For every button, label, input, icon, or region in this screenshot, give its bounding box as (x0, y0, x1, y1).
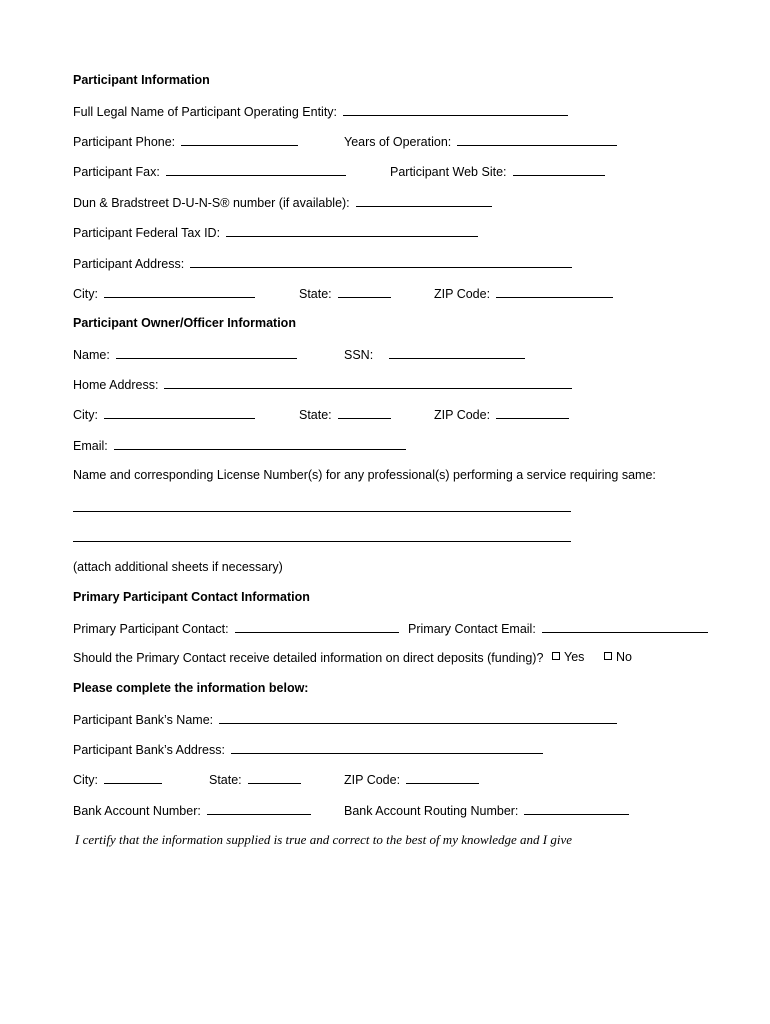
owner-info-heading: Participant Owner/Officer Information (73, 316, 296, 330)
bank-state-field[interactable] (248, 771, 301, 784)
fax-label: Participant Fax: (73, 165, 160, 179)
home-address-label: Home Address: (73, 378, 159, 392)
yes-checkbox[interactable] (552, 652, 560, 660)
license-label: Name and corresponding License Number(s) for any professional(s) performing a service requiring same: (73, 468, 656, 482)
years-row (344, 133, 617, 149)
attach-note: (attach additional sheets if necessary) (73, 560, 283, 574)
no-label: No (616, 650, 632, 664)
bank-state-label: State: (209, 773, 242, 787)
state-label: State: (299, 287, 332, 301)
owner-state-label: State: (299, 408, 332, 422)
primary-contact-label: Primary Participant Contact: (73, 622, 229, 636)
website-row (390, 163, 605, 179)
owner-email-field[interactable] (114, 437, 406, 450)
address-row (73, 255, 572, 271)
city-label: City: (73, 287, 98, 301)
routing-number-field[interactable] (524, 802, 629, 815)
zip-field[interactable] (496, 285, 613, 298)
bank-city-label: City: (73, 773, 98, 787)
bank-zip-field[interactable] (406, 771, 479, 784)
bank-zip-row (344, 771, 479, 787)
website-field[interactable] (513, 163, 605, 176)
phone-label: Participant Phone: (73, 135, 176, 149)
state-field[interactable] (338, 285, 391, 298)
zip-row (434, 285, 613, 301)
owner-name-field[interactable] (116, 346, 297, 359)
years-label: Years of Operation: (344, 135, 452, 149)
ssn-field[interactable] (389, 346, 525, 359)
legal-name-row (73, 103, 568, 119)
account-number-label: Bank Account Number: (73, 804, 201, 818)
primary-contact-field[interactable] (235, 620, 399, 633)
bank-address-row (73, 741, 543, 757)
routing-number-row (344, 802, 629, 818)
bank-city-field[interactable] (104, 771, 162, 784)
primary-email-label: Primary Contact Email: (408, 622, 536, 636)
owner-state-field[interactable] (338, 406, 391, 419)
bank-zip-label: ZIP Code: (344, 773, 401, 787)
bank-name-label: Participant Bank’s Name: (73, 713, 214, 727)
bank-state-row (209, 771, 301, 787)
legal-name-label: Full Legal Name of Participant Operating Entity: (73, 105, 338, 119)
home-address-field[interactable] (164, 376, 572, 389)
ssn-label: SSN: (344, 348, 374, 362)
deposit-question: Should the Primary Contact receive detailed information on direct deposits (funding)? (73, 651, 544, 665)
account-number-row (73, 802, 311, 818)
bank-address-field[interactable] (231, 741, 543, 754)
tax-id-row (73, 224, 478, 240)
bank-city-row (73, 771, 162, 787)
ssn-row (344, 346, 525, 362)
duns-field[interactable] (356, 194, 492, 207)
account-number-field[interactable] (207, 802, 311, 815)
legal-name-field[interactable] (343, 103, 568, 116)
tax-id-label: Participant Federal Tax ID: (73, 226, 221, 240)
owner-email-label: Email: (73, 439, 108, 453)
primary-email-field[interactable] (542, 620, 708, 633)
primary-contact-row (73, 620, 399, 636)
certification-text: I certify that the information supplied is true and correct to the best of my knowledge and I give (75, 832, 573, 847)
tax-id-field[interactable] (226, 224, 478, 237)
yes-option[interactable] (552, 650, 584, 664)
home-address-row (73, 376, 572, 392)
fax-row (73, 163, 346, 179)
fax-field[interactable] (166, 163, 346, 176)
owner-city-field[interactable] (104, 406, 255, 419)
address-field[interactable] (190, 255, 572, 268)
owner-city-row (73, 406, 255, 422)
bank-address-label: Participant Bank’s Address: (73, 743, 225, 757)
owner-city-label: City: (73, 408, 98, 422)
website-label: Participant Web Site: (390, 165, 507, 179)
no-checkbox[interactable] (604, 652, 612, 660)
city-field[interactable] (104, 285, 255, 298)
duns-label: Dun & Bradstreet D-U-N-S® number (if available): (73, 196, 350, 210)
address-label: Participant Address: (73, 257, 185, 271)
owner-zip-label: ZIP Code: (434, 408, 491, 422)
license-line-2[interactable] (73, 541, 571, 542)
phone-field[interactable] (181, 133, 298, 146)
years-field[interactable] (457, 133, 617, 146)
no-option[interactable] (604, 650, 632, 664)
yes-label: Yes (564, 650, 585, 664)
city-row (73, 285, 255, 301)
duns-row (73, 194, 492, 210)
routing-number-label: Bank Account Routing Number: (344, 804, 519, 818)
state-row (299, 285, 391, 301)
contact-info-heading: Primary Participant Contact Information (73, 590, 310, 604)
zip-label: ZIP Code: (434, 287, 491, 301)
bank-name-row (73, 711, 617, 727)
owner-name-row (73, 346, 297, 362)
deposit-question-row (73, 650, 543, 666)
owner-zip-row (434, 406, 569, 422)
phone-row (73, 133, 298, 149)
owner-state-row (299, 406, 391, 422)
owner-email-row (73, 437, 406, 453)
primary-email-row (408, 620, 708, 636)
bank-info-heading: Please complete the information below: (73, 681, 309, 695)
license-line-1[interactable] (73, 511, 571, 512)
owner-zip-field[interactable] (496, 406, 569, 419)
bank-name-field[interactable] (219, 711, 617, 724)
participant-info-heading: Participant Information (73, 73, 210, 87)
owner-name-label: Name: (73, 348, 110, 362)
